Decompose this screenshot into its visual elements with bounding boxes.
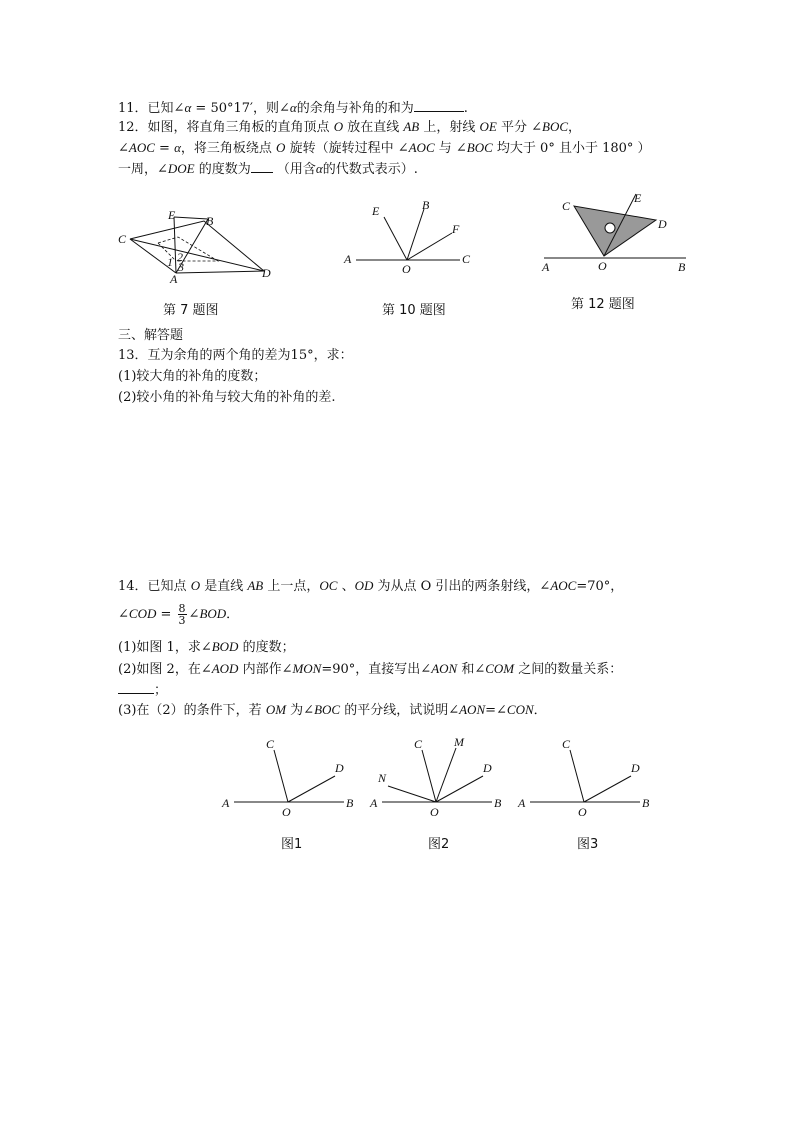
question-13: 13．互为余角的两个角的差为15°，求：	[118, 348, 353, 363]
fig1-label-C: C	[266, 737, 275, 751]
question-14-line2: ∠COD = $\frac{8}{3}$ ∠BOD．	[118, 602, 240, 627]
fig10-label-E: E	[372, 204, 380, 218]
fig7-label-3: 3	[178, 260, 184, 274]
figure-2	[368, 732, 513, 820]
question-14-sub3: (3)在（2）的条件下，若 OM 为∠BOC 的平分线，试说明∠AON=∠CON．	[118, 702, 547, 718]
fig7-caption: 第 7 题图	[163, 303, 219, 318]
fig12-label-E: E	[634, 191, 642, 205]
answer-blank	[414, 99, 464, 112]
fig1-label-O: O	[282, 805, 291, 819]
fig3-label-B: B	[642, 796, 650, 810]
fig7-label-A: A	[170, 272, 178, 286]
fig2-label-N: N	[378, 771, 387, 785]
figure-10	[342, 195, 477, 280]
question-14-sub2: (2)如图 2，在∠AOD 内部作∠MON=90°，直接写出∠AON 和∠COM 之间的数量关系：	[118, 661, 623, 677]
fig7-label-B: B	[206, 214, 214, 228]
section-heading: 三、解答题	[118, 328, 184, 343]
fig3-caption: 图3	[577, 837, 599, 852]
fig1-label-D: D	[335, 761, 344, 775]
fig1-caption: 图1	[281, 837, 303, 852]
question-11: 11．已知∠α = 50°17′，则∠α的余角与补角的和为 .	[118, 100, 468, 116]
fig3-label-A: A	[518, 796, 526, 810]
question-12-line1: 12．如图，将直角三角板的直角顶点 O 放在直线 AB 上，射线 OE 平分 ∠BOC，	[118, 119, 582, 135]
fig12-label-O: O	[598, 259, 607, 273]
fig10-label-B: B	[422, 198, 430, 212]
fig3-label-C: C	[562, 737, 571, 751]
fig12-label-A: A	[542, 260, 550, 274]
question-14-line1: 14．已知点 O 是直线 AB 上一点，OC 、OD 为从点 O 引出的两条射线，∠AOC=70°，	[118, 578, 624, 594]
fig10-label-O: O	[402, 262, 411, 276]
fig12-label-D: D	[658, 217, 667, 231]
fig1-label-A: A	[222, 796, 230, 810]
question-14-sub1: (1)如图 1，求∠BOD 的度数；	[118, 639, 295, 655]
answer-blank	[251, 160, 273, 173]
fig7-label-1: 1	[167, 255, 173, 269]
fig2-label-M: M	[454, 735, 464, 749]
question-13-sub2: (2)较小角的补角与较大角的补角的差.	[118, 390, 336, 405]
fig10-label-A: A	[344, 252, 352, 266]
fig2-label-A: A	[370, 796, 378, 810]
fig3-label-D: D	[631, 761, 640, 775]
question-14-sub2-answer: ；	[118, 681, 167, 700]
fig1-label-B: B	[346, 796, 354, 810]
fig12-caption: 第 12 题图	[571, 297, 635, 312]
fig12-label-B: B	[678, 260, 686, 274]
question-12-line2: ∠AOC = α，将三角板绕点 O 旋转（旋转过程中 ∠AOC 与 ∠BOC 均大于 0° 且小于 180° ）	[118, 140, 651, 156]
fig10-label-F: F	[452, 222, 460, 236]
fig7-label-2: 2	[177, 250, 183, 264]
fig2-label-D: D	[483, 761, 492, 775]
answer-blank	[118, 681, 154, 694]
fig2-label-B: B	[494, 796, 502, 810]
fig12-label-C: C	[562, 199, 571, 213]
fig2-caption: 图2	[428, 837, 450, 852]
fig7-label-C: C	[118, 232, 127, 246]
figure-3	[516, 732, 661, 820]
fig7-label-D: D	[262, 266, 271, 280]
fig3-label-O: O	[578, 805, 587, 819]
fig10-label-C: C	[462, 252, 471, 266]
question-13-sub1: (1)较大角的补角的度数；	[118, 369, 267, 384]
figure-7	[118, 205, 278, 290]
figure-1	[220, 732, 365, 820]
fig2-label-O: O	[430, 805, 439, 819]
fraction: $\frac{8}{3}$	[178, 602, 186, 627]
fig10-caption: 第 10 题图	[382, 303, 446, 318]
figure-12	[538, 188, 698, 276]
question-12-line3: 一周，∠DOE 的度数为 （用含α的代数式表示）.	[118, 161, 418, 177]
fig7-label-E: E	[168, 208, 176, 222]
fig2-label-C: C	[414, 737, 423, 751]
